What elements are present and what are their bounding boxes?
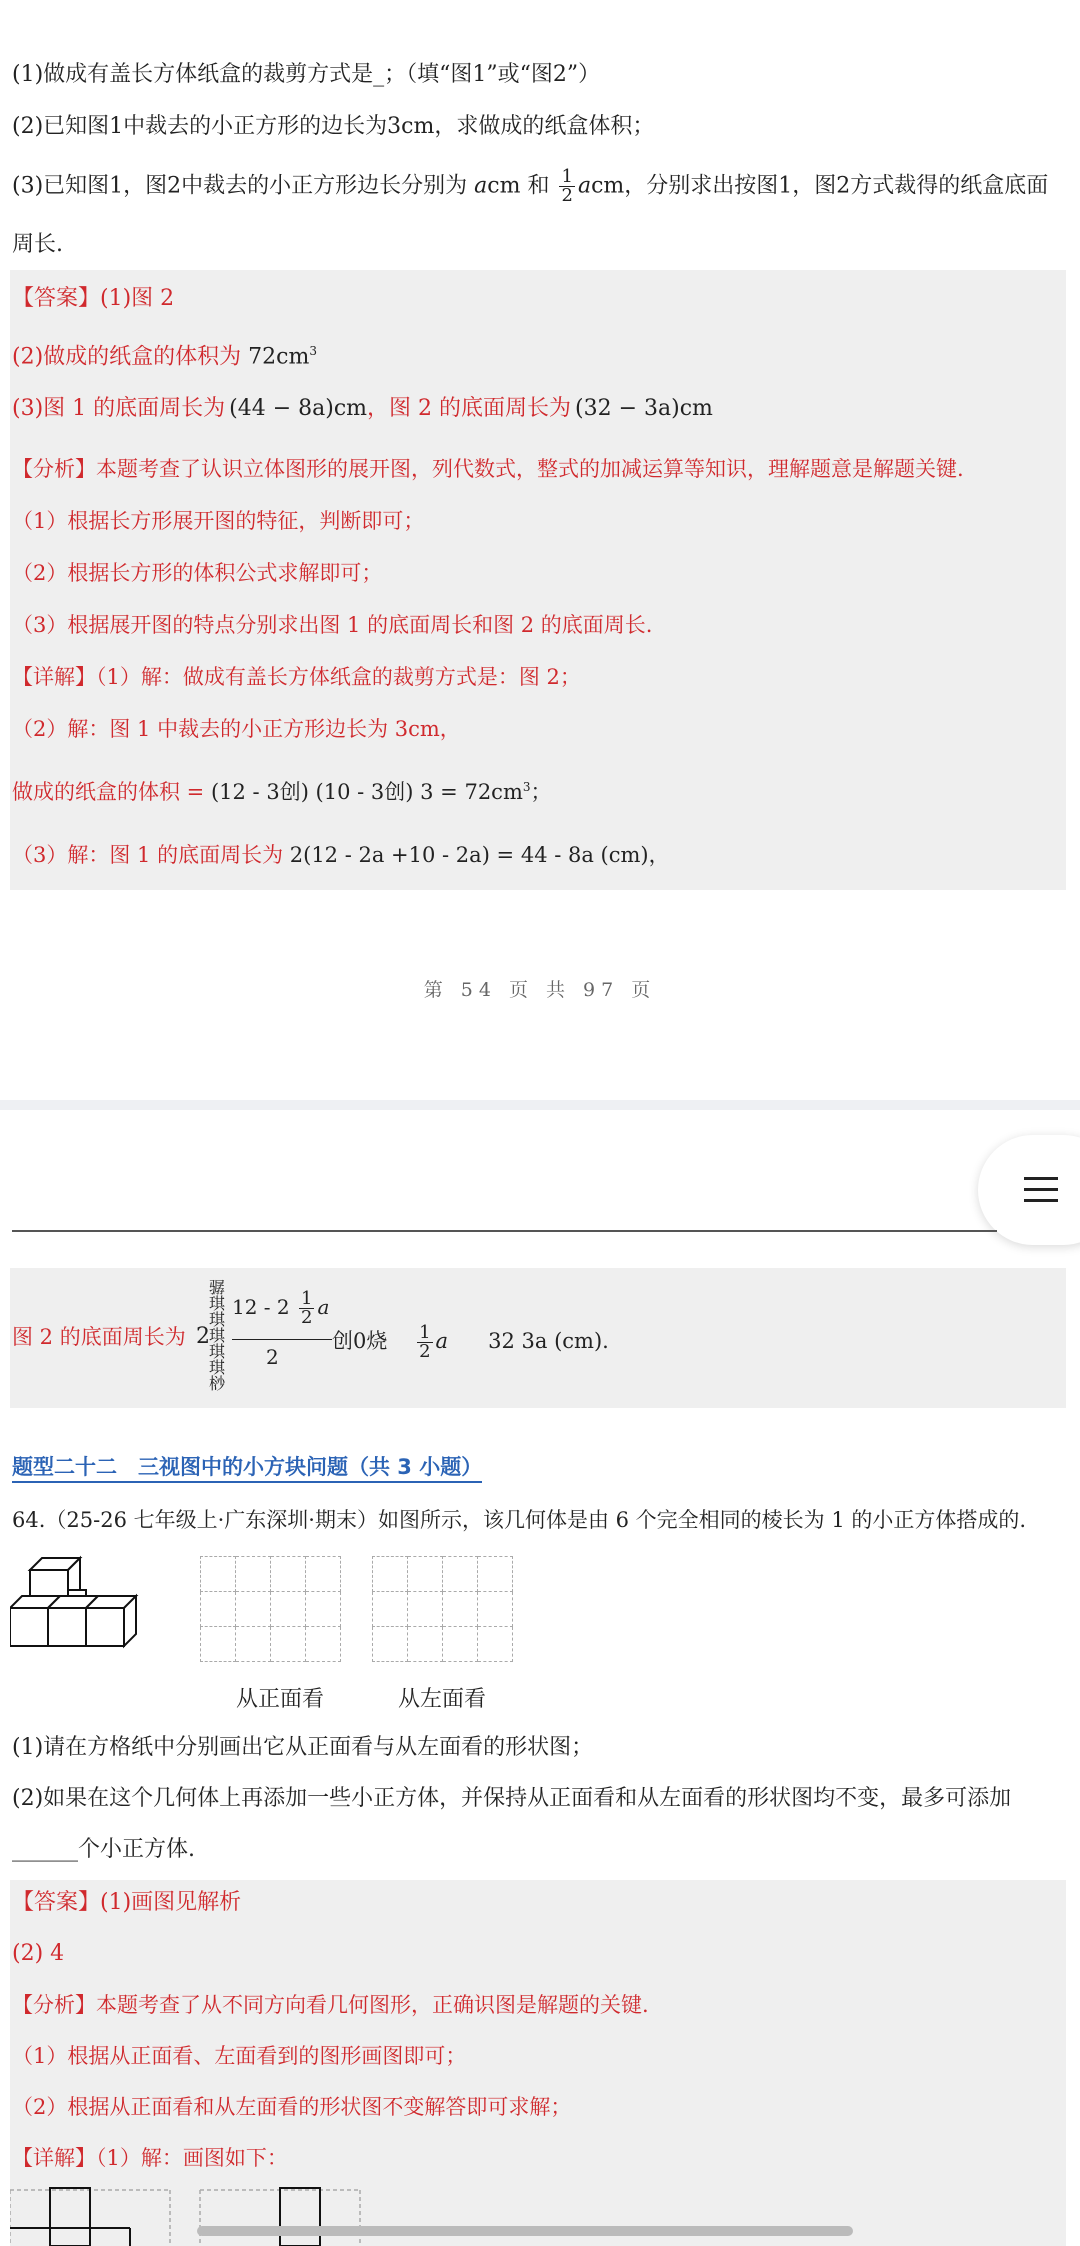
question-part-3-cont: 周长.: [12, 232, 63, 257]
cube-face-2: [10, 1608, 48, 1646]
detail-1: 【详解】（1）解：做成有盖长方体纸盒的裁剪方式是：图 2；: [12, 665, 581, 689]
page-separator: [0, 1100, 1080, 1110]
page-54: [0, 0, 1080, 1100]
scroll-indicator[interactable]: [197, 2226, 853, 2236]
q3-var-a2: a: [577, 173, 592, 199]
q3-text-post: cm，分别求出按图1，图2方式裁得的纸盒底面: [591, 173, 1049, 199]
q64-part-2: (2)如果在这个几何体上再添加一些小正方体，并保持从正面看和从左面看的形状图均不变，最多可添加: [12, 1786, 1012, 1811]
q3-text-pre: (3)已知图1，图2中裁去的小正方形边长分别为: [12, 173, 468, 199]
ans2-sup: 3: [309, 344, 317, 358]
solution-front-block: [50, 2188, 90, 2246]
ans3-text-b: ，图 2 的底面周长为: [367, 396, 572, 421]
cont-den: 2: [266, 1345, 279, 1369]
detail-2: （2）解：图 1 中裁去的小正方形边长为 3cm，: [12, 717, 461, 741]
menu-icon-bar-2: [1024, 1188, 1058, 1191]
cont-top-text: 12 - 2: [232, 1295, 290, 1319]
cont-mid: 创0烧: [332, 1329, 388, 1353]
ans3-text-a: (3)图 1 的底面周长为: [12, 396, 226, 421]
continuation-line: [12, 1322, 186, 1352]
cont-two: 2: [196, 1324, 210, 1349]
q3-fraction: [559, 168, 574, 205]
question-part-3: [12, 168, 1048, 205]
question-64: 64.（25-26 七年级上·广东深圳·期末）如图所示，该几何体是由 6 个完全相同的棱长为 1 的小正方体搭成的.: [12, 1508, 1027, 1532]
vol-post: ；: [530, 780, 552, 804]
solution-left-block: [280, 2188, 320, 2246]
vol-sup: 3: [522, 780, 531, 794]
ans2-value: 72cm: [248, 344, 310, 370]
cont-top-frac: [299, 1290, 314, 1327]
question-part-1: (1)做成有盖长方体纸盒的裁剪方式是_；（填“图1”或“图2”）: [12, 62, 601, 87]
ans3-expr-2: (32 − 3a)cm: [575, 396, 713, 421]
analysis-64: 【分析】本题考查了从不同方向看几何图形，正确识图是解题的关键.: [12, 1993, 649, 2017]
label-left-view: 从左面看: [398, 1687, 487, 1712]
detail-64: 【详解】（1）解：画图如下：: [12, 2146, 288, 2170]
cont-frac-den: 2: [419, 1341, 431, 1362]
d3-expr: 2(12 - 2a +10 - 2a) = 44 - 8a (cm)，: [289, 843, 670, 867]
volume-line: [12, 772, 552, 807]
answer-64-1: 【答案】(1)画图见解析: [12, 1890, 242, 1915]
cont-garbled-glyphs: 骣 琪 琪 琪 琪 琪 桫: [209, 1278, 226, 1393]
analysis-2: （2）根据长方形的体积公式求解即可；: [12, 561, 383, 585]
ans3-expr-1: (44 − 8a)cm: [229, 396, 368, 421]
solution-grids: [10, 2185, 390, 2246]
cont-tail-text: 32 3a (cm).: [488, 1329, 609, 1353]
section-title: 题型二十二 三视图中的小方块问题（共 3 小题）: [12, 1453, 482, 1483]
vol-expr: (12 - 3创) (10 - 3创) 3 = 72cm: [210, 780, 523, 804]
q3-var-a: a: [474, 173, 488, 199]
q64-part-1: (1)请在方格纸中分别画出它从正面看与从左面看的形状图；: [12, 1735, 594, 1760]
answer-2: [12, 336, 317, 372]
answer-1: 【答案】(1)图 2: [12, 286, 175, 311]
cube-face-4: [86, 1608, 124, 1646]
cont-tail: [332, 1324, 609, 1361]
cont-text: 图 2 的底面周长为: [12, 1325, 186, 1349]
figure-caption-fragment: [12, 8, 139, 38]
analysis: 【分析】本题考查了认识立体图形的展开图，列代数式，整式的加减运算等知识，理解题意是解题关键.: [12, 457, 964, 481]
analysis-64-1: （1）根据从正面看、左面看到的图形画图即可；: [12, 2044, 467, 2068]
question-part-2: (2)已知图1中裁去的小正方形的边长为3cm，求做成的纸盒体积；: [12, 114, 655, 139]
cont-frac-bar: [232, 1339, 332, 1340]
cube-face-3: [48, 1608, 86, 1646]
vol-text: 做成的纸盒的体积 =: [12, 780, 205, 804]
grid-left[interactable]: [372, 1556, 513, 1662]
q3-frac-den: 2: [561, 185, 573, 206]
d3-text: （3）解：图 1 的底面周长为: [12, 843, 284, 867]
cont-top-a: a: [317, 1295, 330, 1319]
cont-a: a: [435, 1329, 449, 1353]
label-front-view: 从正面看: [236, 1687, 325, 1712]
cont-top-frac-den: 2: [301, 1307, 313, 1328]
header-rule: [12, 1230, 997, 1232]
cube-figure: [10, 1555, 175, 1670]
menu-button[interactable]: [978, 1135, 1080, 1245]
page-footer: 第 54 页 共 97 页: [423, 979, 657, 1001]
q64-part-2-blank: ______个小正方体.: [12, 1837, 195, 1862]
analysis-64-2: （2）根据从正面看和从左面看的形状图不变解答即可求解；: [12, 2095, 572, 2119]
analysis-1: （1）根据长方形展开图的特征，判断即可；: [12, 509, 425, 533]
cont-top-frac-num: 1: [301, 1288, 313, 1309]
menu-icon-bar-1: [1024, 1177, 1058, 1180]
q3-frac-num: 1: [561, 166, 573, 187]
q3-text-and: cm 和: [487, 173, 550, 199]
ans2-text: (2)做成的纸盒的体积为: [12, 344, 242, 370]
cont-frac: [417, 1324, 432, 1361]
detail-3: [12, 840, 670, 870]
analysis-3: （3）根据展开图的特点分别求出图 1 的底面周长和图 2 的底面周长.: [12, 613, 653, 637]
answer-64-2: (2) 4: [12, 1941, 65, 1966]
cont-frac-num: 1: [419, 1322, 431, 1343]
menu-icon-bar-3: [1024, 1199, 1058, 1202]
answer-3: [12, 394, 713, 424]
grid-front[interactable]: [200, 1556, 341, 1662]
cont-top: [232, 1290, 329, 1327]
